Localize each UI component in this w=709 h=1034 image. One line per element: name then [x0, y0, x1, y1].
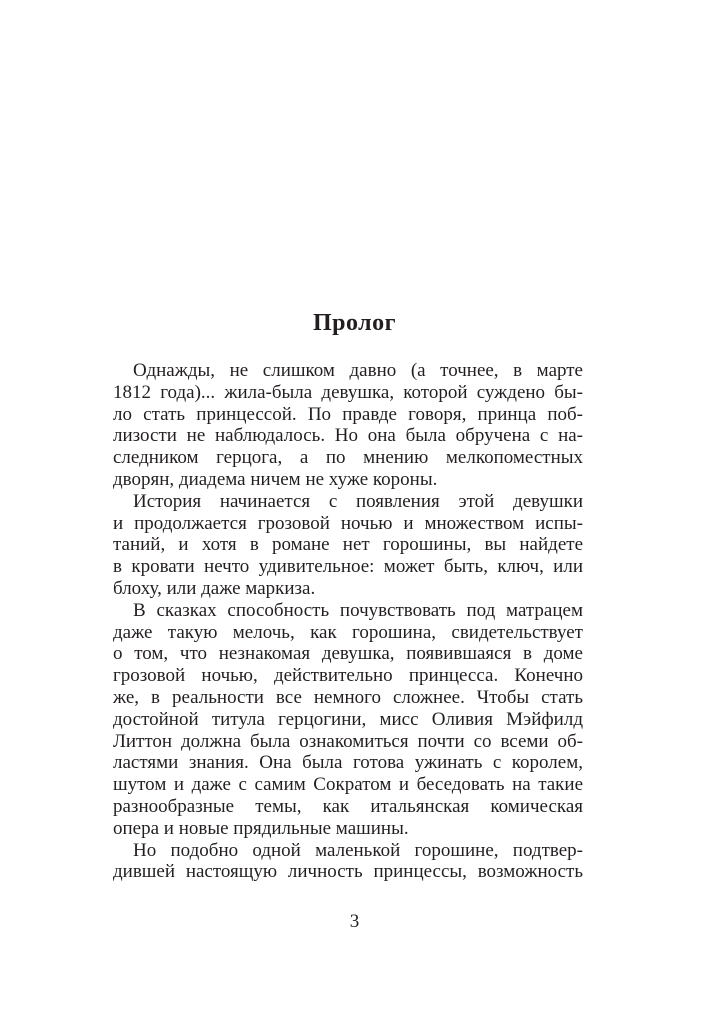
paragraph: [113, 840, 583, 884]
text-line: в кровати нечто удивительное: может быть, ключ, или: [113, 556, 583, 578]
text-line: шутом и даже с самим Сократом и беседовать на такие: [113, 774, 583, 796]
text-line: ластями знания. Она была готова ужинать с королем,: [113, 752, 583, 774]
text-line: и продолжается грозовой ночью и множеством испы-: [113, 512, 583, 534]
text-line: В сказках способность почувствовать под матрацем: [133, 599, 583, 621]
text-line: же, в реальности все немного сложнее. Чтобы стать: [113, 686, 583, 708]
text-line: История начинается с появления этой девушки: [133, 490, 583, 512]
text-line: даже такую мелочь, как горошина, свидетельствует: [113, 621, 583, 643]
text-line: разнообразные темы, как итальянская комическая: [113, 795, 583, 817]
text-line: Однажды, не слишком давно (а точнее, в марте: [133, 360, 583, 381]
text-line: Но подобно одной маленькой горошине, подтвер-: [133, 839, 583, 861]
text-line: дившей настоящую личность принцессы, возможность: [113, 861, 583, 883]
text-line: грозовой ночью, действительно принцесса. Конечно: [113, 665, 583, 687]
paragraph: [113, 360, 583, 491]
text-line: ло стать принцессой. По правде говоря, принца поб-: [113, 403, 583, 425]
text-line: блоху, или даже маркиза.: [113, 577, 316, 599]
text-line: следником герцога, а по мнению мелкопоместных: [113, 447, 583, 469]
text-line: достойной титула герцогини, мисс Оливия Мэйфилд: [113, 708, 583, 730]
page-number: 3: [349, 911, 360, 932]
paragraph: [113, 491, 583, 600]
text-line: таний, и хотя в романе нет горошины, вы найдете: [113, 534, 583, 556]
text-line: о том, что незнакомая девушка, появившаяся в доме: [113, 643, 583, 665]
text-line: опера и новые прядильные машины.: [113, 817, 409, 839]
body-text: [113, 360, 583, 883]
paragraph: [113, 600, 583, 840]
chapter-title: Пролог: [312, 310, 397, 336]
text-line: дворян, диадема ничем не хуже короны.: [113, 468, 438, 490]
text-line: Литтон должна была ознакомиться почти со всеми об-: [113, 730, 583, 752]
text-line: лизости не наблюдалось. Но она была обручена с на-: [113, 425, 583, 447]
text-line: 1812 года)... жила-была девушка, которой суждено бы-: [113, 381, 583, 403]
